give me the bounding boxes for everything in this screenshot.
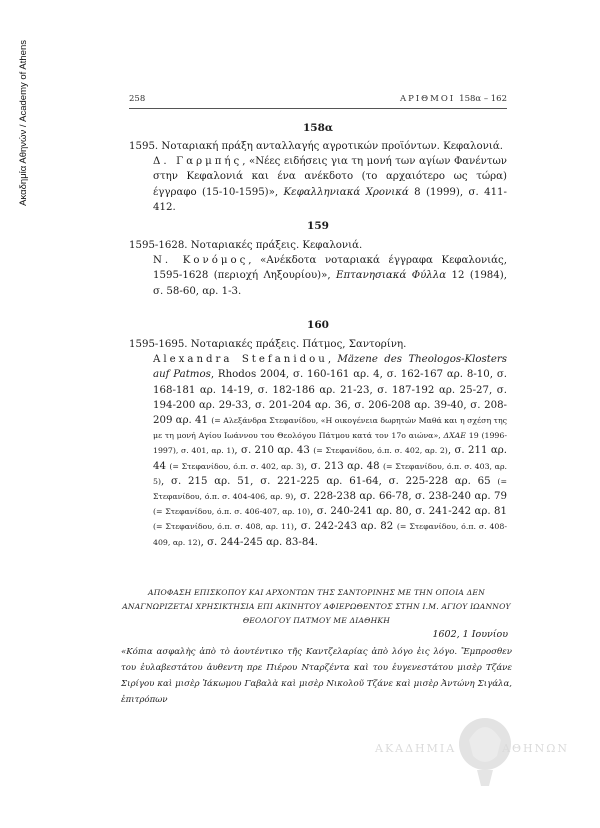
entry-citation <box>129 154 507 215</box>
entry-159 <box>129 238 507 299</box>
cross-reference-end: 19 (1996-1997), σ. 401, αρ. 1) <box>153 431 507 456</box>
citation-pages: , σ. 210 αρ. 43 <box>234 445 314 457</box>
citation-pages: , σ. 242-243 αρ. 82 <box>293 521 397 533</box>
document-quote: «Κόπια ασφαλὴς ἀπὸ τὸ ἀουτέντικο τῆς Καντζελαρίας ἀπὸ λόγο ἐις λόγο. Ἔμπροσθεν του ἐυλαβεστάτου ἀυθεντη πρε Πιέρου Νταρζέντα καὶ του ἐυγενεστάτου μισὲρ Τζάνε Σιρίγου καὶ μισὲρ Ἰάκωμου Γαβαλὰ καὶ μισὲρ Νικολοῦ Τζάνε καὶ μισὲρ Ἀντώνη Σιγάλα, ἐπιτρόπων <box>121 647 512 705</box>
author: Ν. Κονόμος <box>153 255 249 267</box>
entry-number-160: 160 <box>307 319 329 331</box>
citation-end: 8 (1999), σ. 411-412. <box>153 186 507 213</box>
cross-reference-text: (= Αλεξάνδρα Στεφανίδου, «Η οικογένεια δωρητών Μαθά και η σχέση της με τη μονή Αγίου Ιωάννου του Θεολόγου Πάτμου κατά τον 17ο αιώνα», <box>153 416 508 441</box>
entry-number-158a: 158α <box>303 122 333 134</box>
journal-title: ΔΧΑΕ <box>443 431 466 441</box>
book-title: Mäzene des Theologos-Klosters auf Patmos <box>153 354 508 381</box>
journal-title: Επτανησιακά Φύλλα <box>336 270 447 282</box>
citation-pages: , σ. 228-238 αρ. 66-78, σ. 238-240 αρ. 79 <box>293 491 507 503</box>
citation-pages: , Rhodos 2004, σ. 160-161 αρ. 4, σ. 162-167 αρ. 8-10, σ. 168-181 αρ. 14-19, σ. 182-186 αρ. 21-23, σ. 187-192 αρ. 25-27, σ. 194-200 αρ. 29-33, σ. 201-204 αρ. 36, σ. 206-208 αρ. 39-40, σ. 208-209 αρ. 41 <box>153 369 508 427</box>
entry-158a <box>129 139 507 215</box>
citation-pages: , σ. 240-241 αρ. 80, σ. 241-242 αρ. 81 <box>310 506 507 518</box>
citation-pages: , σ. 244-245 αρ. 83-84. <box>200 536 319 548</box>
entry-lead: 1595. Νοταριακή πράξη ανταλλαγής αγροτικών προϊόντων. Κεφαλονιά. <box>129 141 503 152</box>
entry-lead: 1595-1695. Νοταριακές πράξεις. Πάτμος, Σαντορίνη. <box>129 339 407 350</box>
running-title <box>400 94 507 104</box>
citation-text: , «Ανέκδοτα νοταριακά έγγραφα Κεφαλονιάς, 1595-1628 (περιοχή Ληξουρίου)», <box>153 255 507 282</box>
watermark-right-text: ΑΘΗΝΩΝ <box>502 742 569 755</box>
running-title-text: ΑΡΙΘΜΟΙ <box>399 94 456 104</box>
cross-reference: (= Στεφανίδου, ό.π. σ. 402, αρ. 3) <box>169 461 305 471</box>
entry-lead: 1595-1628. Νοταριακές πράξεις. Κεφαλονιά. <box>129 240 363 251</box>
cross-reference: (= Στεφανίδου, ό.π. σ. 408-409, αρ. 12) <box>153 522 507 547</box>
citation-pages: , σ. 215 αρ. 51, σ. 221-225 αρ. 61-64, σ. 225-228 αρ. 65 <box>161 475 498 487</box>
document-title: ΑΠΟΦΑΣΗ ΕΠΙΣΚΟΠΟΥ ΚΑΙ ΑΡΧΟΝΤΩΝ ΤΗΣ ΣΑΝΤΟΡΙΝΗΣ ΜΕ ΤΗΝ ΟΠΟΙΑ ΔΕΝ ΑΝΑΓΝΩΡΙΖΕΤΑΙ ΧΡΗΣΙΚΤΗΣΙΑ ΕΠΙ ΑΚΙΝΗΤΟΥ ΑΦΙΕΡΩΘΕΝΤΟΣ ΣΤΗΝ Ι.Μ. ΑΓΙΟΥ ΙΩΑΝΝΟΥ ΘΕΟΛΟΓΟΥ ΠΑΤΜΟΥ ΜΕ ΔΙΑΘΗΚΗ <box>122 588 511 625</box>
page-number: 258 <box>129 94 146 104</box>
cross-reference: (= Στεφανίδου, ό.π. σ. 404-406, αρ. 9) <box>153 476 507 502</box>
entry-range: 158α – 162 <box>459 94 507 104</box>
entry-citation <box>129 253 507 299</box>
entry-number-159: 159 <box>307 220 329 232</box>
citation-text: , <box>327 354 338 366</box>
entry-citation <box>129 352 507 550</box>
cross-reference: (= Στεφανίδου, ό.π. σ. 406-407, αρ. 10) <box>153 507 311 517</box>
cross-reference: (= Στεφανίδου, ό.π. σ. 403, αρ. 5) <box>153 461 508 486</box>
cross-reference: (= Στεφανίδου, ό.π. σ. 408, αρ. 11) <box>153 522 294 532</box>
watermark-left-text: ΑΚΑΔΗΜΙΑ <box>375 742 457 755</box>
citation-end: 12 (1984), σ. 58-60, αρ. 1-3. <box>153 270 507 297</box>
document-date: 1602, 1 Ιουνίου <box>432 629 508 640</box>
author: Δ. Γαρμπής <box>153 156 243 168</box>
side-label: Ακαδημία Αθηνών / Academy of Athens <box>18 40 29 206</box>
citation-pages: , σ. 211 αρ. 44 <box>153 445 507 472</box>
cross-reference: (= Στεφανίδου, ό.π. σ. 402, αρ. 2) <box>313 446 448 456</box>
citation-text: , «Νέες ειδήσεις για τη μονή των αγίων Φανέντων στην Κεφαλονιά και ένα ανέκδοτο (το αρχαιότερο ως τώρα) έγγραφο (15-10-1595)», <box>153 156 507 198</box>
running-header <box>129 94 507 108</box>
entry-160 <box>129 337 507 550</box>
citation-pages: , σ. 213 αρ. 48 <box>304 460 383 472</box>
author: Alexandra Stefanidou <box>153 354 328 366</box>
header-rule <box>129 108 507 109</box>
academy-watermark <box>375 710 575 790</box>
journal-title: Κεφαλληνιακά Χρονικά <box>283 186 409 198</box>
